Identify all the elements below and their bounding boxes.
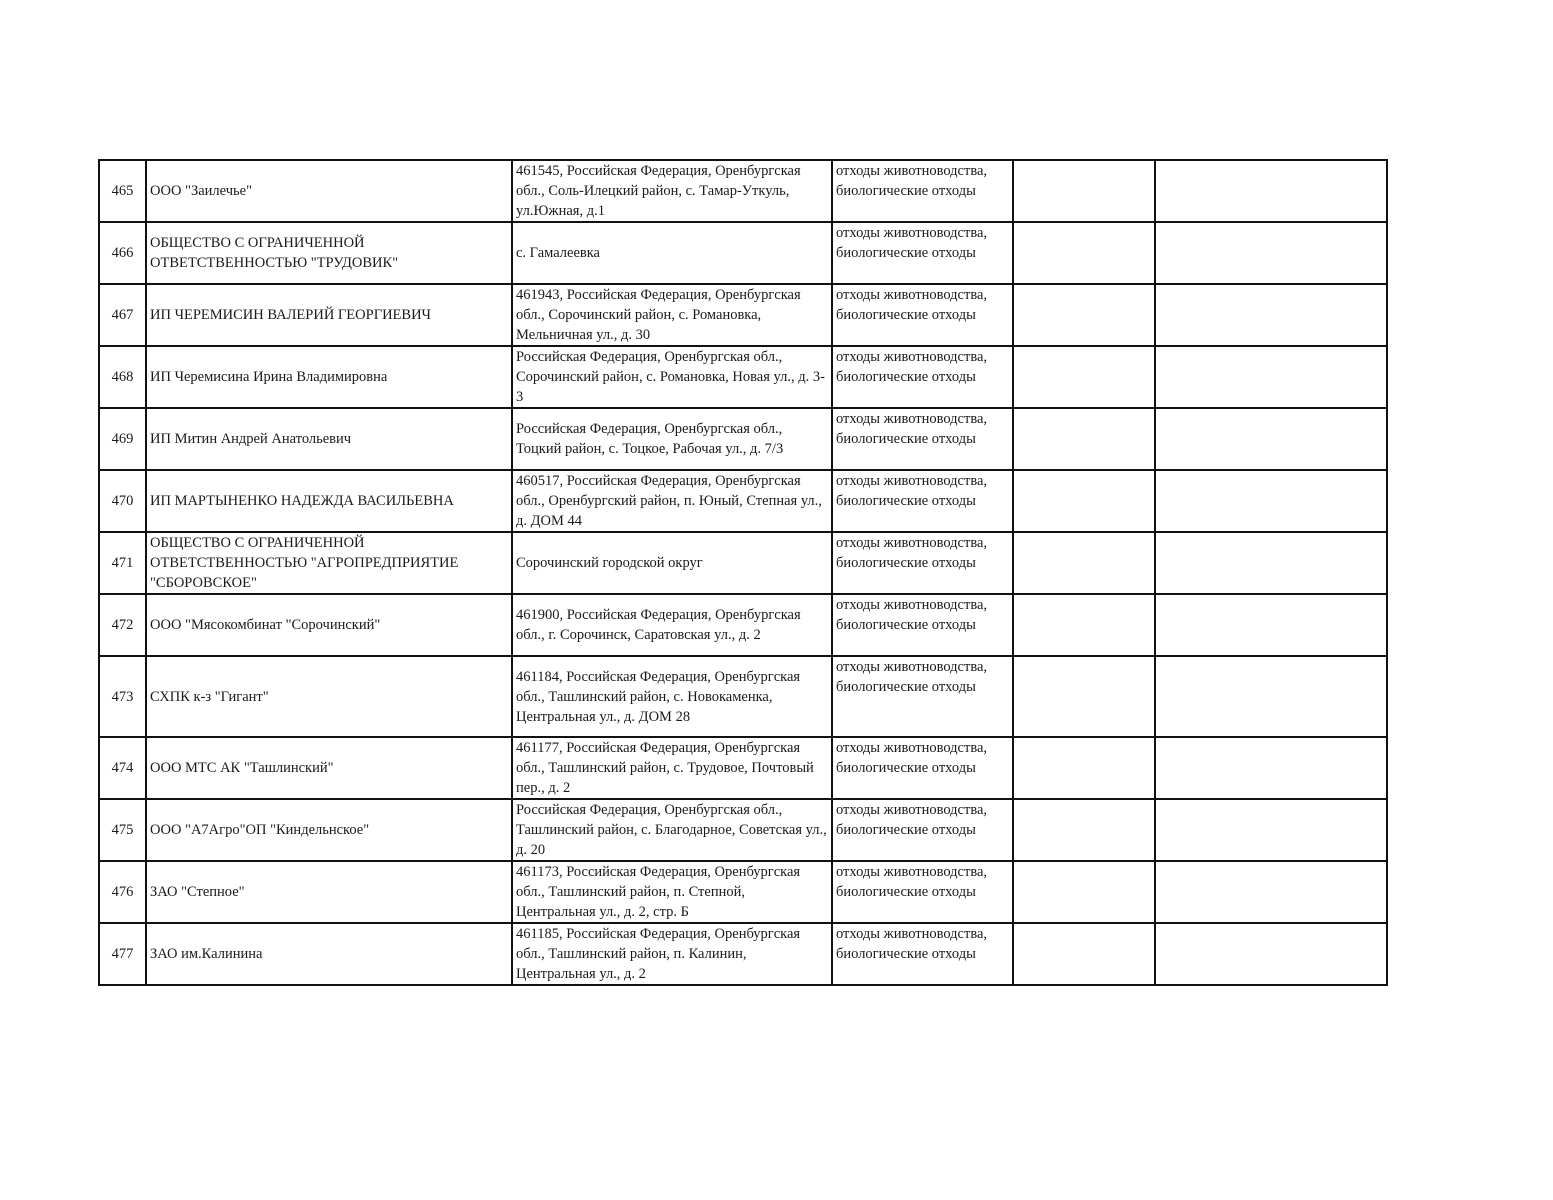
organization-name: ООО "Мясокомбинат "Сорочинский": [150, 617, 381, 633]
table-row: [99, 656, 1387, 737]
empty-cell-col6: [1155, 408, 1387, 470]
organization-name-cell: [146, 799, 512, 861]
address-cell: [512, 222, 832, 284]
organization-name-cell: [146, 861, 512, 923]
organization-name-cell: [146, 408, 512, 470]
empty-cell-col5: [1013, 222, 1155, 284]
row-number: 471: [111, 555, 134, 571]
address-cell: [512, 284, 832, 346]
row-number: 469: [111, 431, 134, 447]
empty-cell-col5: [1013, 861, 1155, 923]
empty-cell-col6: [1155, 656, 1387, 737]
address-cell: [512, 408, 832, 470]
address-cell: [512, 470, 832, 532]
row-number: 472: [111, 617, 134, 633]
empty-cell-col6: [1155, 594, 1387, 656]
table-row: [99, 346, 1387, 408]
waste-type-cell: [832, 346, 1013, 408]
waste-type: отходы животноводства, биологические отходы: [836, 597, 988, 633]
organization-name: ООО МТС АК "Ташлинский": [150, 760, 334, 776]
empty-cell-col5: [1013, 470, 1155, 532]
waste-type-cell: [832, 408, 1013, 470]
empty-cell-col5: [1013, 160, 1155, 222]
empty-cell-col5: [1013, 923, 1155, 985]
address: 461545, Российская Федерация, Оренбургская обл., Соль-Илецкий район, с. Тамар-Уткуль, ул.Южная, д.1: [516, 163, 801, 219]
organization-name: ИП МАРТЫНЕНКО НАДЕЖДА ВАСИЛЬЕВНА: [150, 493, 454, 509]
address: Сорочинский городской округ: [516, 555, 703, 571]
waste-type: отходы животноводства, биологические отходы: [836, 473, 988, 509]
empty-cell-col5: [1013, 594, 1155, 656]
empty-cell-col5: [1013, 284, 1155, 346]
organization-name-cell: [146, 737, 512, 799]
address: 461184, Российская Федерация, Оренбургская обл., Ташлинский район, с. Новокаменка, Центральная ул., д. ДОМ 28: [516, 668, 801, 725]
waste-type-cell: [832, 284, 1013, 346]
organization-name-cell: [146, 594, 512, 656]
waste-type: отходы животноводства, биологические отходы: [836, 225, 988, 261]
registry-table-body: [99, 160, 1387, 985]
table-row: [99, 222, 1387, 284]
address: 461943, Российская Федерация, Оренбургская обл., Сорочинский район, с. Романовка, Мельничная ул., д. 30: [516, 287, 801, 343]
address-cell: [512, 346, 832, 408]
address: 460517, Российская Федерация, Оренбургская обл., Оренбургский район, п. Юный, Степная ул., д. ДОМ 44: [516, 473, 822, 529]
organization-name: ОБЩЕСТВО С ОГРАНИЧЕННОЙ ОТВЕТСТВЕННОСТЬЮ "АГРОПРЕДПРИЯТИЕ "СБОРОВСКОЕ": [150, 535, 459, 591]
organization-name-cell: [146, 284, 512, 346]
address: с. Гамалеевка: [516, 245, 600, 261]
address-cell: [512, 656, 832, 737]
row-number-cell: [99, 222, 146, 284]
address: 461173, Российская Федерация, Оренбургская обл., Ташлинский район, п. Степной, Центральная ул., д. 2, стр. Б: [516, 864, 801, 920]
empty-cell-col6: [1155, 160, 1387, 222]
row-number-cell: [99, 532, 146, 594]
row-number-cell: [99, 346, 146, 408]
waste-type-cell: [832, 737, 1013, 799]
organization-name: ООО "Заилечье": [150, 183, 252, 199]
organization-name-cell: [146, 923, 512, 985]
waste-type-cell: [832, 222, 1013, 284]
waste-type-cell: [832, 861, 1013, 923]
row-number: 476: [111, 884, 134, 900]
waste-type-cell: [832, 799, 1013, 861]
row-number-cell: [99, 408, 146, 470]
organization-name-cell: [146, 346, 512, 408]
row-number: 475: [111, 822, 134, 838]
table-row: [99, 799, 1387, 861]
empty-cell-col6: [1155, 284, 1387, 346]
waste-type: отходы животноводства, биологические отходы: [836, 535, 988, 571]
empty-cell-col6: [1155, 799, 1387, 861]
organization-name: ЗАО им.Калинина: [150, 946, 263, 962]
address: 461185, Российская Федерация, Оренбургская обл., Ташлинский район, п. Калинин, Центральная ул., д. 2: [516, 926, 801, 982]
organization-name-cell: [146, 222, 512, 284]
address-cell: [512, 532, 832, 594]
table-row: [99, 861, 1387, 923]
row-number: 473: [111, 688, 134, 705]
address-cell: [512, 861, 832, 923]
address: Российская Федерация, Оренбургская обл., Тоцкий район, с. Тоцкое, Рабочая ул., д. 7/3: [516, 421, 784, 457]
empty-cell-col5: [1013, 346, 1155, 408]
row-number: 474: [111, 760, 134, 776]
empty-cell-col6: [1155, 470, 1387, 532]
empty-cell-col5: [1013, 799, 1155, 861]
row-number: 467: [111, 307, 134, 323]
organization-name: ИП Митин Андрей Анатольевич: [150, 431, 352, 447]
organization-name-cell: [146, 470, 512, 532]
waste-type: отходы животноводства, биологические отходы: [836, 926, 988, 962]
table-row: [99, 160, 1387, 222]
empty-cell-col6: [1155, 737, 1387, 799]
waste-type: отходы животноводства, биологические отходы: [836, 802, 988, 838]
waste-type: отходы животноводства, биологические отходы: [836, 287, 988, 323]
row-number: 465: [111, 183, 134, 199]
row-number-cell: [99, 737, 146, 799]
row-number-cell: [99, 799, 146, 861]
waste-type-cell: [832, 656, 1013, 737]
waste-type: отходы животноводства, биологические отходы: [836, 659, 988, 695]
organization-name: ИП Черемисина Ирина Владимировна: [150, 369, 388, 385]
organization-name: СХПК к-з "Гигант": [150, 688, 269, 705]
table-row: [99, 923, 1387, 985]
waste-type-cell: [832, 470, 1013, 532]
organization-name: ОБЩЕСТВО С ОГРАНИЧЕННОЙ ОТВЕТСТВЕННОСТЬЮ "ТРУДОВИК": [150, 235, 399, 271]
empty-cell-col6: [1155, 923, 1387, 985]
table-row: [99, 594, 1387, 656]
waste-type: отходы животноводства, биологические отходы: [836, 349, 988, 385]
table-row: [99, 470, 1387, 532]
empty-cell-col6: [1155, 346, 1387, 408]
organization-name-cell: [146, 532, 512, 594]
row-number: 477: [111, 946, 134, 962]
address: 461900, Российская Федерация, Оренбургская обл., г. Сорочинск, Саратовская ул., д. 2: [516, 607, 801, 643]
table-row: [99, 408, 1387, 470]
address: Российская Федерация, Оренбургская обл., Ташлинский район, с. Благодарное, Советская ул., д. 20: [516, 802, 827, 858]
row-number-cell: [99, 656, 146, 737]
empty-cell-col5: [1013, 408, 1155, 470]
row-number-cell: [99, 861, 146, 923]
row-number: 470: [111, 493, 134, 509]
table-row: [99, 284, 1387, 346]
registry-table: [98, 159, 1388, 986]
row-number-cell: [99, 470, 146, 532]
address-cell: [512, 799, 832, 861]
organization-name-cell: [146, 160, 512, 222]
row-number-cell: [99, 160, 146, 222]
row-number-cell: [99, 923, 146, 985]
empty-cell-col5: [1013, 532, 1155, 594]
row-number-cell: [99, 594, 146, 656]
address-cell: [512, 160, 832, 222]
table-row: [99, 532, 1387, 594]
row-number: 468: [111, 369, 134, 385]
organization-name: ЗАО "Степное": [150, 884, 245, 900]
waste-type: отходы животноводства, биологические отходы: [836, 864, 988, 900]
empty-cell-col6: [1155, 222, 1387, 284]
waste-type: отходы животноводства, биологические отходы: [836, 163, 988, 199]
row-number: 466: [111, 245, 134, 261]
waste-type: отходы животноводства, биологические отходы: [836, 740, 988, 776]
table-row: [99, 737, 1387, 799]
address-cell: [512, 737, 832, 799]
organization-name-cell: [146, 656, 512, 737]
organization-name: ИП ЧЕРЕМИСИН ВАЛЕРИЙ ГЕОРГИЕВИЧ: [150, 307, 431, 323]
empty-cell-col6: [1155, 532, 1387, 594]
empty-cell-col5: [1013, 656, 1155, 737]
empty-cell-col5: [1013, 737, 1155, 799]
waste-type: отходы животноводства, биологические отходы: [836, 411, 988, 447]
waste-type-cell: [832, 532, 1013, 594]
empty-cell-col6: [1155, 861, 1387, 923]
waste-type-cell: [832, 594, 1013, 656]
waste-type-cell: [832, 160, 1013, 222]
waste-type-cell: [832, 923, 1013, 985]
address: Российская Федерация, Оренбургская обл., Сорочинский район, с. Романовка, Новая ул., д. 3-3: [516, 349, 825, 405]
row-number-cell: [99, 284, 146, 346]
address-cell: [512, 594, 832, 656]
address: 461177, Российская Федерация, Оренбургская обл., Ташлинский район, с. Трудовое, Почтовый пер., д. 2: [516, 740, 814, 796]
organization-name: ООО "А7Агро"ОП "Киндельнское": [150, 822, 370, 838]
address-cell: [512, 923, 832, 985]
